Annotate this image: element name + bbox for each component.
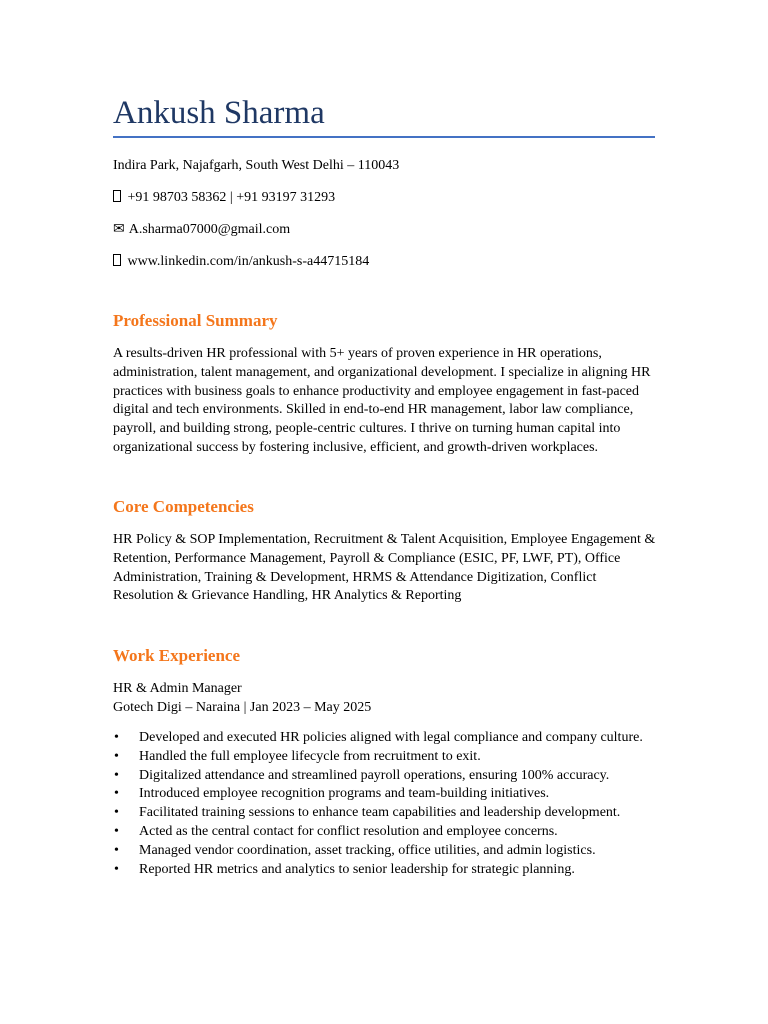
responsibility-text: Acted as the central contact for conflict resolution and employee concerns. — [139, 823, 558, 839]
bullet-icon: • — [114, 730, 119, 745]
phone-icon — [113, 190, 121, 202]
professional-summary-text: A results-driven HR professional with 5+ years of proven experience in HR operations, administration, talent management, and organizational development. I specialize in aligning HR practices with business goals to enhance productivity and employee engagement in fast-paced digital and tech environments. Skilled in end-to-end HR management, labor law compliance, payroll, and building strong, people-centric cultures. I thrive on turning human capital into organizational success by fostering inclusive, efficient, and growth-driven workplaces. — [113, 346, 651, 455]
candidate-name: Ankush Sharma — [113, 95, 325, 131]
responsibility-text: Facilitated training sessions to enhance team capabilities and leadership development. — [139, 805, 621, 821]
responsibility-item — [113, 823, 643, 842]
responsibilities-list — [113, 729, 643, 879]
responsibility-item — [113, 804, 643, 823]
linkedin-line — [113, 253, 369, 271]
linkedin-url[interactable]: www.linkedin.com/in/ankush-s-a44715184 — [127, 254, 370, 269]
responsibility-item — [113, 785, 643, 804]
responsibility-item — [113, 861, 643, 880]
bullet-icon: • — [114, 842, 119, 858]
responsibility-item — [113, 729, 643, 748]
bullet-icon: • — [114, 805, 119, 821]
link-icon — [113, 254, 121, 266]
bullet-icon: • — [114, 748, 119, 764]
bullet-icon: • — [114, 767, 119, 783]
responsibility-text: Reported HR metrics and analytics to senior leadership for strategic planning. — [139, 861, 575, 877]
core-competencies-text: HR Policy & SOP Implementation, Recruitment & Talent Acquisition, Employee Engagement & Retention, Performance Management, Payroll & Compliance (ESIC, PF, LWF, PT), Office Administration, Training & Development, HRMS & Attendance Digitization, Conflict Resolution & Grievance Handling, HR Analytics & Reporting — [113, 532, 656, 604]
responsibility-item — [113, 767, 643, 786]
name-divider — [113, 136, 655, 138]
responsibility-item — [113, 748, 643, 767]
professional-summary-heading: Professional Summary — [113, 311, 278, 330]
responsibility-text: Developed and executed HR policies aligned with legal compliance and company culture. — [139, 730, 643, 745]
phone-numbers: +91 98703 58362 | +91 93197 31293 — [127, 190, 336, 205]
responsibility-text: Introduced employee recognition programs and team-building initiatives. — [139, 786, 550, 802]
phone-line — [113, 189, 335, 207]
address-line: Indira Park, Najafgarh, South West Delhi – 110043 — [113, 158, 400, 173]
job-meta: Gotech Digi – Naraina | Jan 2023 – May 2025 — [113, 700, 372, 715]
bullet-icon: • — [114, 786, 119, 802]
bullet-icon: • — [114, 823, 119, 839]
responsibility-text: Managed vendor coordination, asset tracking, office utilities, and admin logistics. — [139, 842, 596, 858]
responsibility-item — [113, 842, 643, 861]
responsibility-text: Digitalized attendance and streamlined payroll operations, ensuring 100% accuracy. — [139, 767, 610, 783]
email-address[interactable]: A.sharma07000@gmail.com — [128, 222, 291, 237]
bullet-icon: • — [114, 861, 119, 877]
job-title: HR & Admin Manager — [113, 681, 242, 696]
envelope-icon: ✉ — [113, 222, 125, 237]
email-line — [113, 221, 290, 239]
work-experience-heading: Work Experience — [113, 646, 241, 665]
core-competencies-heading: Core Competencies — [113, 497, 254, 516]
responsibility-text: Handled the full employee lifecycle from recruitment to exit. — [139, 748, 481, 764]
